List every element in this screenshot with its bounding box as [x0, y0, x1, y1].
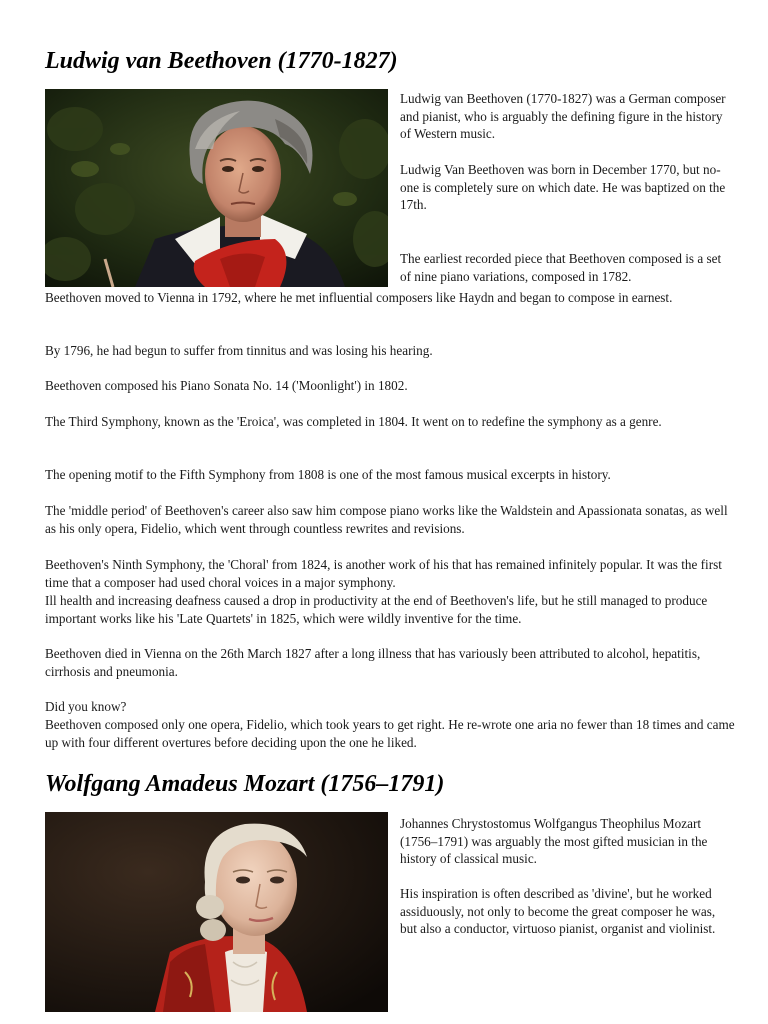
beethoven-intro-paragraph: Ludwig van Beethoven (1770-1827) was a German composer and pianist, who is arguably the defining figure in the history of Western music.: [400, 91, 726, 142]
beethoven-portrait: [45, 89, 388, 287]
did-you-know-label: Did you know?: [45, 699, 127, 714]
beethoven-heading: Ludwig van Beethoven (1770-1827): [45, 48, 398, 74]
beethoven-paragraph: Beethoven composed only one opera, Fidelio, which took years to get right. He re-wrote one aria no fewer than 18 times and came up with four different overtures before deciding upon the one he liked.: [45, 717, 735, 750]
beethoven-paragraph: Beethoven composed his Piano Sonata No. 14 ('Moonlight') in 1802.: [45, 378, 408, 393]
beethoven-birth-paragraph: Ludwig Van Beethoven was born in December 1770, but no-one is completely sure on which date. He was baptized on the 17th.: [400, 162, 726, 213]
beethoven-paragraph: The 'middle period' of Beethoven's career also saw him compose piano works like the Waldstein and Apassionata sonatas, as well as his only opera, Fidelio, which went through countless rewrites and revisions.: [45, 503, 728, 536]
beethoven-paragraph: Beethoven died in Vienna on the 26th March 1827 after a long illness that has variously been attributed to alcohol, hepatitis, cirrhosis and pneumonia.: [45, 646, 701, 679]
beethoven-paragraph: The Third Symphony, known as the 'Eroica', was completed in 1804. It went on to redefine the symphony as a genre.: [45, 414, 662, 429]
beethoven-paragraph: Beethoven moved to Vienna in 1792, where he met influential composers like Haydn and began to compose in earnest.: [45, 290, 673, 305]
beethoven-paragraph: By 1796, he had begun to suffer from tinnitus and was losing his hearing.: [45, 343, 433, 358]
mozart-heading: Wolfgang Amadeus Mozart (1756–1791): [45, 771, 445, 797]
beethoven-paragraph: Ill health and increasing deafness caused a drop in productivity at the end of Beethoven's life, but he still managed to produce important works like his 'Late Quartets' in 1825, which were wildly inventive for the time.: [45, 593, 708, 626]
beethoven-paragraph: Beethoven's Ninth Symphony, the 'Choral' from 1824, is another work of his that has remained infinitely popular. It was the first time that a composer had used choral voices in a major symphony.: [45, 557, 722, 590]
mozart-portrait: [45, 812, 388, 1012]
beethoven-earliest-paragraph: The earliest recorded piece that Beethoven composed is a set of nine piano variations, composed in 1782.: [400, 251, 722, 284]
mozart-inspiration-paragraph: His inspiration is often described as 'divine', but he worked assiduously, not only to become the great composer he was, but also a conductor, virtuoso pianist, organist and violinist.: [400, 886, 716, 937]
beethoven-paragraph: The opening motif to the Fifth Symphony from 1808 is one of the most famous musical excerpts in history.: [45, 467, 611, 482]
mozart-intro-paragraph: Johannes Chrystostomus Wolfgangus Theophilus Mozart (1756–1791) was arguably the most gifted musician in the history of classical music.: [400, 816, 708, 867]
